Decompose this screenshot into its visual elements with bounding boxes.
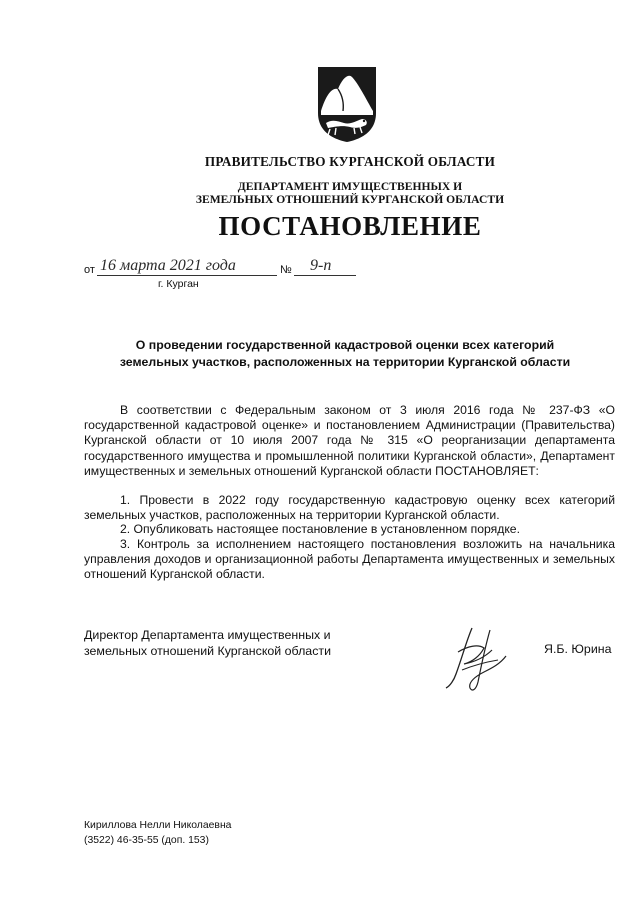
handwritten-date: 16 марта 2021 года [100,257,236,274]
subject-line1: О проведении государственной кадастровой оценки всех категорий [135,338,555,352]
handwritten-number: 9-п [310,257,332,274]
executor-info [84,818,231,848]
signatory-position-line1: Директор Департамента имущественных и [84,628,331,642]
executor-phone: (3522) 46-35-55 (доп. 153) [84,835,209,846]
signatory-position [84,627,354,659]
preamble-paragraph: В соответствии с Федеральным законом от 3 июля 2016 года № 237-ФЗ «О государственной кадастровой оценке» и постановлением Администрации (Правительства) Курганской области от 10 июля 2007 года № 315 «О реорганизации департамента государственного имущества и промышленной политики Курганской области», Департамент имущественных и земельных отношений Курганской области ПОСТАНОВЛЯЕТ: [84,403,615,478]
signatory-name: Я.Б. Юрина [544,642,612,656]
executor-name: Кириллова Нелли Николаевна [84,820,232,831]
resolution-item-1: 1. Провести в 2022 году государственную кадастровую оценку всех категорий земельных участков, расположенных на территории Курганской области. [84,493,615,523]
subject-line2: земельных участков, расположенных на территории Курганской области [119,355,571,369]
resolution-item-2: 2. Опубликовать настоящее постановление в установленном порядке. [120,522,520,536]
date-prefix: от [84,264,95,276]
number-underline [294,275,356,276]
document-subject [110,337,580,371]
government-title: ПРАВИТЕЛЬСТВО КУРГАНСКОЙ ОБЛАСТИ [204,154,496,169]
resolution-item-3: 3. Контроль за исполнением настоящего постановления возложить на начальника управления доходов и организационной работы Департамента имущественных и земельных отношений Курганской области. [84,537,615,582]
department-title-line2: ЗЕМЕЛЬНЫХ ОТНОШЕНИЙ КУРГАНСКОЙ ОБЛАСТИ [195,193,505,206]
registration-line [84,258,384,280]
department-title-line1: ДЕПАРТАМЕНТ ИМУЩЕСТВЕННЫХ И [237,180,463,193]
handwritten-signature [432,622,522,694]
city-label: г. Курган [158,278,199,290]
kurgan-region-coat-of-arms-icon [316,65,378,143]
signatory-position-line2: земельных отношений Курганской области [84,644,331,658]
document-type-title: ПОСТАНОВЛЕНИЕ [218,211,482,241]
number-prefix: № [280,264,292,276]
date-underline [97,275,277,276]
